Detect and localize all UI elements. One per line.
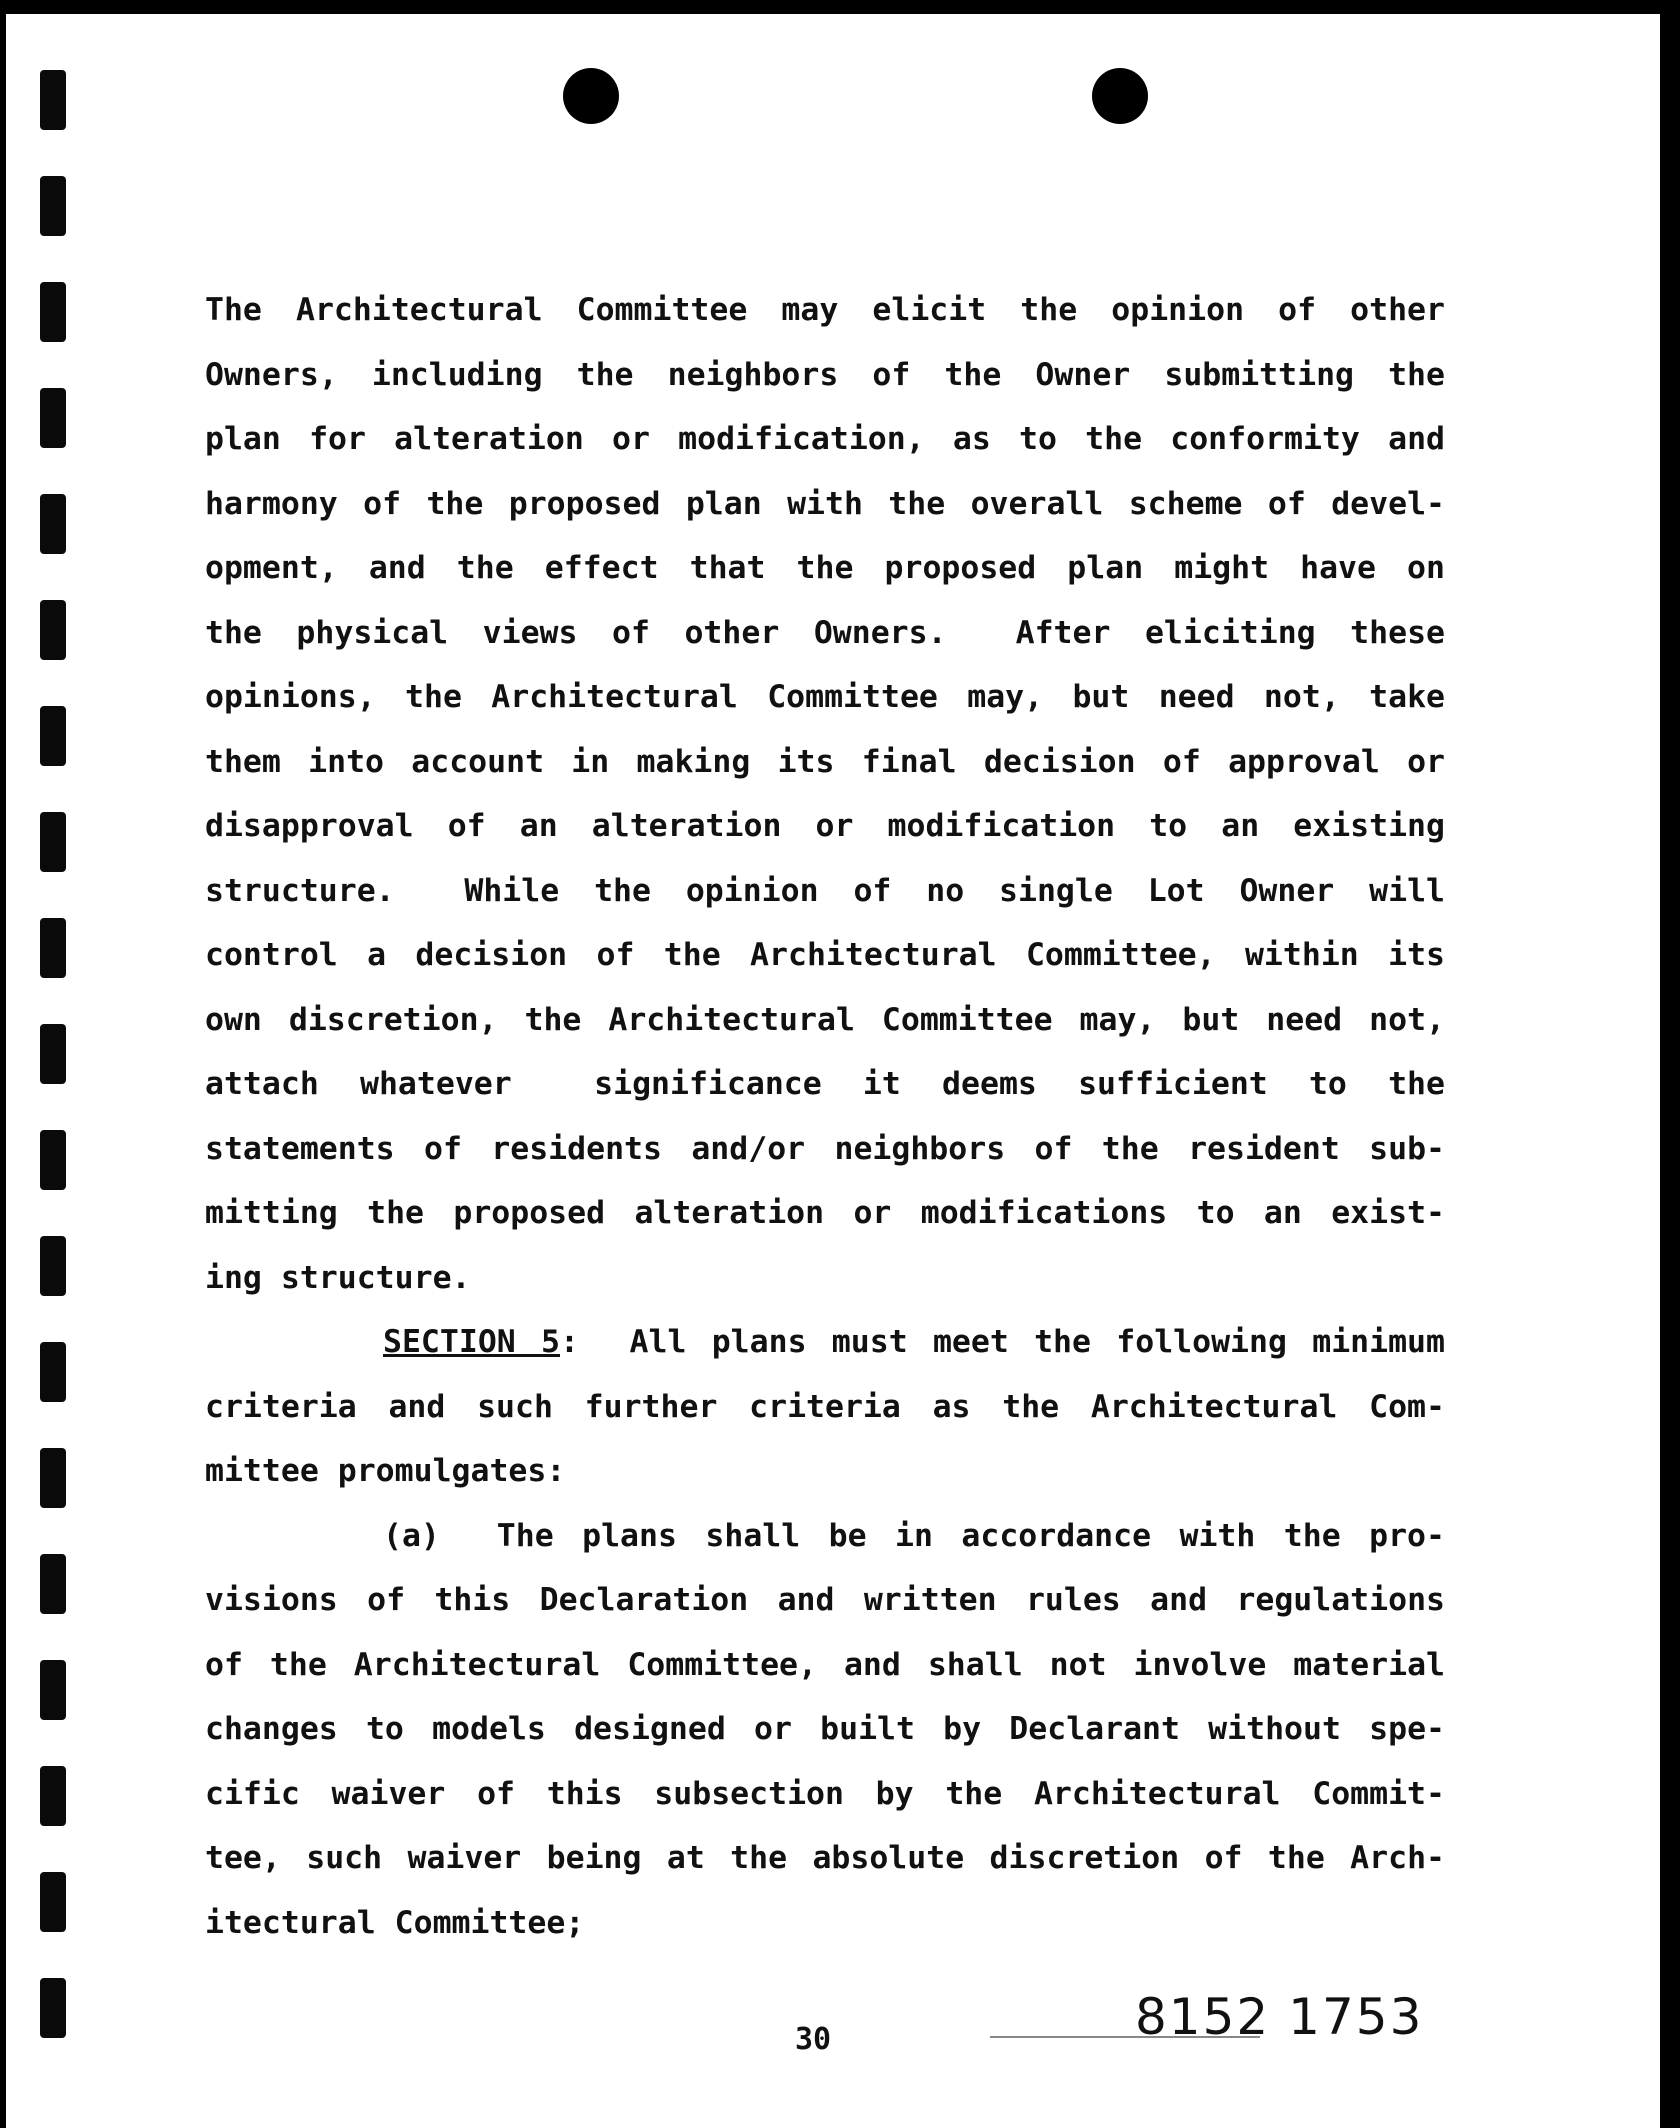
sprocket-hole [40, 494, 66, 554]
text-line: cific waiver of this subsection by the Architectural Commit- [205, 1775, 1445, 1812]
text-line: structure. While the opinion of no single Lot Owner will [205, 872, 1445, 909]
page-number: 30 [795, 2022, 832, 2057]
text-line: mittee promulgates: [205, 1453, 566, 1489]
text-line: Owners, including the neighbors of the Owner submitting the [205, 356, 1445, 393]
text-line: tee, such waiver being at the absolute discretion of the Arch- [205, 1840, 1445, 1876]
scan-edge-top [0, 0, 1680, 14]
scan-edge-left [0, 0, 6, 2128]
text-line: opinions, the Architectural Committee may, but need not, take [205, 679, 1445, 715]
text-line: visions of this Declaration and written rules and regulations [205, 1582, 1445, 1618]
section-5-heading: SECTION 5 [383, 1324, 560, 1360]
sprocket-hole [40, 176, 66, 236]
text-line: attach whatever significance it deems sufficient to the [205, 1066, 1445, 1102]
text-line: ing structure. [205, 1259, 471, 1296]
text-line: The Architectural Committee may elicit the opinion of other [205, 292, 1445, 328]
subsection-a-first-line: (a) The plans shall be in accordance with the pro- [383, 1517, 1445, 1554]
binder-hole-right [1092, 68, 1148, 124]
recording-stamp-number: 8152 1753 [1135, 1988, 1424, 2046]
sprocket-hole [40, 1342, 66, 1402]
text-line: disapproval of an alteration or modification to an existing [205, 808, 1445, 844]
text-line: opment, and the effect that the proposed plan might have on [205, 550, 1445, 586]
sprocket-hole [40, 706, 66, 766]
text-line: them into account in making its final decision of approval or [205, 743, 1445, 780]
sprocket-hole [40, 70, 66, 130]
text-line: criteria and such further criteria as the Architectural Com- [205, 1388, 1445, 1425]
sprocket-hole [40, 1766, 66, 1826]
section-5-first-line [205, 1310, 1445, 1375]
subsection-a-body [205, 1568, 1445, 1955]
sprocket-hole [40, 388, 66, 448]
paragraph-committee-opinion [205, 278, 1445, 1310]
section-5-first-line-text: : All plans must meet the following minimum [560, 1324, 1445, 1360]
sprocket-hole [40, 1448, 66, 1508]
text-line: harmony of the proposed plan with the overall scheme of devel- [205, 485, 1445, 522]
text-line: the physical views of other Owners. After eliciting these [205, 614, 1445, 651]
sprocket-hole [40, 282, 66, 342]
scan-edge-right [1660, 0, 1680, 2128]
sprocket-hole [40, 1130, 66, 1190]
sprocket-hole [40, 600, 66, 660]
sprocket-hole [40, 1554, 66, 1614]
sprocket-hole [40, 1236, 66, 1296]
sprocket-hole [40, 918, 66, 978]
sprocket-hole [40, 1024, 66, 1084]
text-line: plan for alteration or modification, as to the conformity and [205, 421, 1445, 457]
text-line: changes to models designed or built by Declarant without spe- [205, 1711, 1445, 1747]
sprocket-hole [40, 1872, 66, 1932]
text-line: control a decision of the Architectural Committee, within its [205, 937, 1445, 973]
text-line: own discretion, the Architectural Committee may, but need not, [205, 1001, 1445, 1038]
sprocket-hole [40, 1660, 66, 1720]
document-body [205, 278, 1445, 1955]
sprocket-hole [40, 812, 66, 872]
sprocket-hole [40, 1978, 66, 2038]
text-line: of the Architectural Committee, and shall not involve material [205, 1646, 1445, 1683]
text-line: itectural Committee; [205, 1904, 585, 1941]
binder-hole-left [563, 68, 619, 124]
text-line: statements of residents and/or neighbors of the resident sub- [205, 1130, 1445, 1167]
text-line: mitting the proposed alteration or modifications to an exist- [205, 1195, 1445, 1231]
section-5-body [205, 1375, 1445, 1504]
